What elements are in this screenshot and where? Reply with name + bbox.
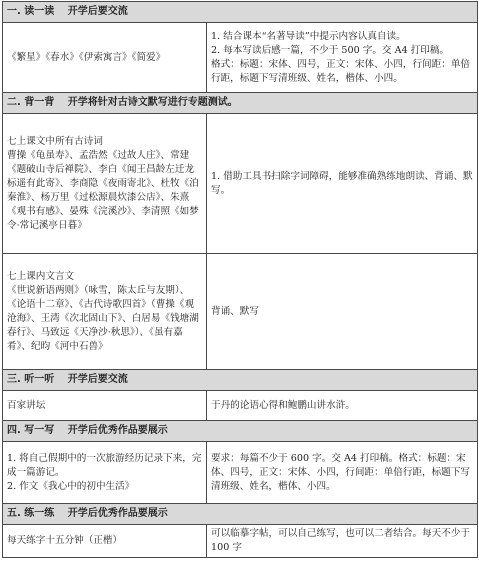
left-cell: [3, 442, 207, 504]
section-header-row: [3, 370, 478, 391]
table-row: [3, 254, 478, 370]
section-header: [3, 421, 478, 442]
left-cell: [3, 525, 207, 558]
section-header-row: [3, 504, 478, 525]
homework-document: [2, 1, 477, 558]
section-header: [3, 504, 478, 525]
cell-heading: 七上课文中所有古诗词: [7, 135, 103, 147]
right-cell: [207, 114, 478, 254]
table-row: [3, 442, 478, 504]
cell-text: 2. 作文《我心中的初中生活》: [7, 480, 135, 492]
table-row: [3, 114, 478, 254]
left-cell: [3, 254, 207, 370]
section-header: [3, 2, 478, 23]
section-header-row: [3, 2, 478, 23]
assignment-table: [2, 1, 478, 558]
table-row: [3, 23, 478, 93]
cell-text: 1. 将自己假期中的一次旅游经历记录下来，完成一篇游记。: [7, 452, 202, 478]
cell-text: 2. 每本写读后感一篇，不少于 500 字。交 A4 打印稿。: [211, 44, 450, 56]
cell-text: 要求：每篇不少于 600 字。交 A4 打印稿。格式：标题：宋体、四号，正文：宋体、小四，行间距：单倍行距，标题下写清班级、姓名，楷体、小四。: [211, 452, 471, 492]
right-cell: [207, 391, 478, 421]
left-cell: [3, 23, 207, 93]
section-subtitle: 开学后优秀作品要展示: [67, 508, 168, 519]
cell-text: 每天练字十五分钟（正楷）: [7, 535, 123, 546]
section-subtitle: 开学后要交流: [67, 6, 128, 17]
section-header-row: [3, 421, 478, 442]
table-row: [3, 391, 478, 421]
right-cell: [207, 254, 478, 370]
section-title: 一. 读一读: [7, 6, 55, 17]
table-row: [3, 525, 478, 558]
section-header-row: [3, 93, 478, 114]
cell-text: 于丹的论语心得和鲍鹏山讲水浒。: [211, 399, 355, 411]
cell-text: 《繁星》《春水》《伊索寓言》《简爱》: [7, 51, 166, 63]
cell-text: 百家讲坛: [7, 399, 46, 411]
cell-heading: 七上课内文言文: [7, 270, 75, 282]
left-cell: [3, 114, 207, 254]
right-cell: [207, 442, 478, 504]
cell-text: 《世说新语两则》（咏雪，陈太丘与友期）、《论语十二章》、《古代诗歌四首》（曹操《观沧海》、王湾《次北固山下》、白居易《钱塘湖春行》、马致远《天净沙·秋思》）、《虽有嘉肴》、纪昀《河中石兽》: [7, 284, 199, 352]
cell-text: 1. 借助工具书扫除字词障碍，能够准确熟练地朗读、背诵、默写。: [211, 170, 473, 196]
section-subtitle: 开学后优秀作品要展示: [67, 425, 168, 436]
cell-text: 可以临摹字帖，可以自己练写，也可以二者结合。每天不少于 100 字: [211, 528, 471, 553]
left-cell: [3, 391, 207, 421]
section-title: 四. 写一写: [7, 425, 55, 436]
cell-text: 1. 结合课本“名著导读”中提示内容认真自读。: [211, 30, 406, 42]
section-title: 五. 练一练: [7, 508, 55, 519]
section-subtitle: 开学后要交流: [67, 374, 128, 385]
section-title: 三. 听一听: [7, 374, 55, 385]
cell-text: 曹操《龟虽寿》、孟浩然《过故人庄》、常建《题破山寺后禅院》、李白《闻王昌龄左迁龙标遥有此寄》、李商隐《夜雨寄北》、杜牧《泊秦淮》、杨万里《过松源晨炊漆公店》、朱熹《观书有感》、晏殊《浣溪沙》、李清照《如梦令·常记溪亭日暮》: [7, 149, 199, 231]
section-title: 二. 背一背: [7, 97, 55, 108]
section-subtitle: 开学将针对古诗文默写进行专题测试。: [67, 97, 238, 108]
right-cell: [207, 23, 478, 93]
cell-text: 背诵、默写: [211, 305, 259, 317]
section-header: [3, 93, 478, 114]
cell-text: 格式：标题：宋体、四号，正文：宋体、小四，行间距：单倍行距，标题下写清班级、姓名，楷体、小四。: [211, 58, 471, 84]
right-cell: [207, 525, 478, 558]
section-header: [3, 370, 478, 391]
